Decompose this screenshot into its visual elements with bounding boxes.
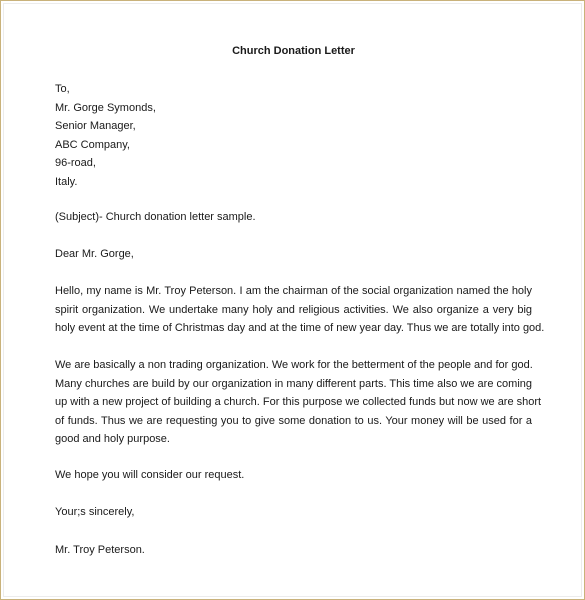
paragraph-line: of funds. Thus we are requesting you to give some donation to us. Your money will be used for a	[55, 414, 532, 427]
paragraph-line: spirit organization. We undertake many holy and religious activities. We also organize a very big	[55, 303, 532, 316]
subject-line: (Subject)- Church donation letter sample.	[55, 211, 256, 223]
paragraph-line: good and holy purpose.	[55, 433, 170, 445]
letter-title: Church Donation Letter	[232, 45, 355, 57]
paragraph-line: We are basically a non trading organization. We work for the betterment of the people and for god.	[55, 359, 533, 371]
address-line: ABC Company,	[55, 138, 130, 151]
paragraph-introduction	[55, 282, 545, 338]
closing-request: We hope you will consider our request.	[55, 469, 245, 481]
paragraph-line: up with a new project of building a church. For this purpose we collected funds but now we are short	[55, 396, 542, 408]
address-line: 96-road,	[55, 157, 96, 169]
paragraph-line: Hello, my name is Mr. Troy Peterson. I am the chairman of the social organization named the holy	[55, 285, 532, 297]
paragraph-line: holy event at the time of Christmas day and at the time of new year day. Thus we are totally into god.	[55, 322, 545, 334]
address-line: To,	[55, 83, 70, 95]
paragraph-line: Many churches are build by our organization in many different parts. This time also we are coming	[55, 377, 532, 390]
address-line: Italy.	[55, 175, 78, 188]
salutation: Dear Mr. Gorge,	[55, 248, 134, 260]
address-line: Mr. Gorge Symonds,	[55, 101, 156, 114]
signature-name: Mr. Troy Peterson.	[55, 544, 145, 556]
recipient-address	[55, 80, 532, 191]
signoff: Your;s sincerely,	[55, 506, 135, 518]
address-line: Senior Manager,	[55, 120, 136, 132]
paragraph-request	[55, 356, 542, 449]
